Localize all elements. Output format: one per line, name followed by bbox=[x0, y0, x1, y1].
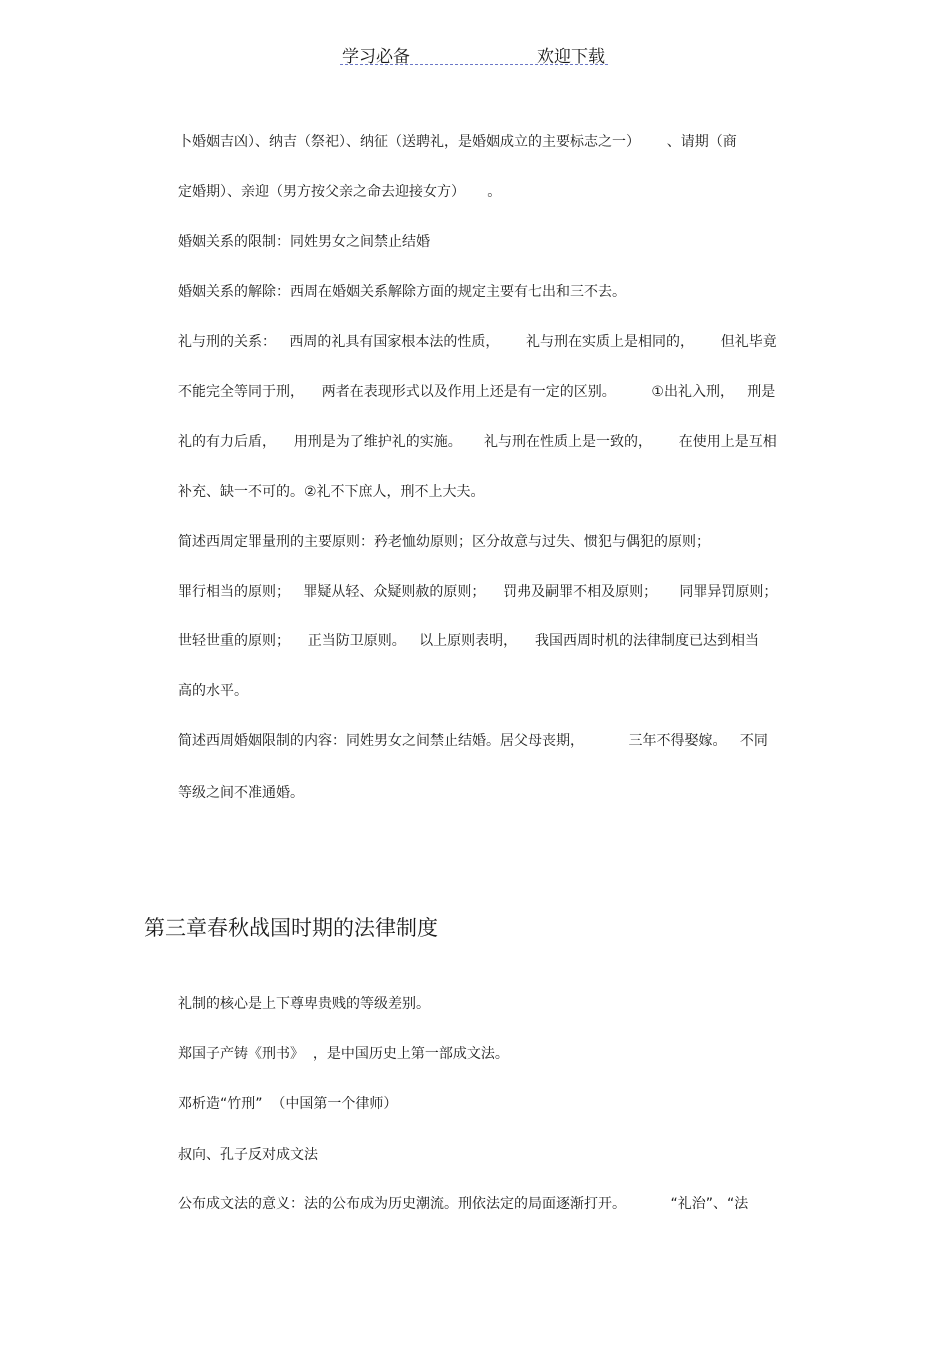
paragraph-line: 卜婚姻吉凶）、纳吉（祭祀）、纳征（送聘礼，是婚姻成立的主要标志之一） 、请期（商 bbox=[178, 134, 737, 150]
paragraph-line: 不能完全等同于刑， 两者在表现形式以及作用上还是有一定的区别。 ①出礼入刑， 刑是 bbox=[178, 384, 776, 400]
paragraph-line: 高的水平。 bbox=[178, 683, 248, 699]
paragraph-line: 简述西周定罪量刑的主要原则：矜老恤幼原则；区分故意与过失、惯犯与偶犯的原则； bbox=[178, 534, 710, 550]
paragraph-line: 简述西周婚姻限制的内容：同姓男女之间禁止结婚。居父母丧期， 三年不得娶嫁。 不同 bbox=[178, 733, 768, 749]
paragraph-line: 补充、缺一不可的。②礼不下庶人，刑不上大夫。 bbox=[178, 484, 485, 500]
paragraph-line: 婚姻关系的解除：西周在婚姻关系解除方面的规定主要有七出和三不去。 bbox=[178, 284, 626, 300]
chapter-title: 第三章春秋战国时期的法律制度 bbox=[144, 916, 438, 940]
page-header bbox=[340, 40, 608, 65]
paragraph-line: 等级之间不准通婚。 bbox=[178, 785, 304, 801]
paragraph-line: 郑国子产铸《刑书》 ，是中国历史上第一部成文法。 bbox=[178, 1046, 509, 1062]
paragraph-line: 礼制的核心是上下尊卑贵贱的等级差别。 bbox=[178, 996, 430, 1012]
paragraph-line: 叔向、孔子反对成文法 bbox=[178, 1147, 318, 1163]
paragraph-line: 罪行相当的原则； 罪疑从轻、众疑则赦的原则； 罚弗及嗣罪不相及原则； 同罪异罚原则； bbox=[178, 584, 778, 600]
paragraph-line: 定婚期）、亲迎（男方按父亲之命去迎接女方） 。 bbox=[178, 184, 502, 200]
paragraph-line: 世轻世重的原则； 正当防卫原则。 以上原则表明， 我国西周时机的法律制度已达到相当 bbox=[178, 633, 759, 649]
paragraph-line: 礼的有力后盾， 用刑是为了维护礼的实施。 礼与刑在性质上是一致的， 在使用上是互相 bbox=[178, 434, 777, 450]
header-right-text: 欢迎下载 bbox=[537, 47, 605, 67]
header-left-text: 学习必备 bbox=[342, 47, 410, 67]
paragraph-line: 礼与刑的关系： 西周的礼具有国家根本法的性质， 礼与刑在实质上是相同的， 但礼毕竟 bbox=[178, 334, 777, 350]
paragraph-line: 婚姻关系的限制：同姓男女之间禁止结婚 bbox=[178, 234, 430, 250]
paragraph-line: 邓析造“竹刑” （中国第一个律师） bbox=[178, 1096, 398, 1112]
paragraph-line: 公布成文法的意义：法的公布成为历史潮流。刑依法定的局面逐渐打开。 “礼治”、“法 bbox=[178, 1196, 749, 1212]
